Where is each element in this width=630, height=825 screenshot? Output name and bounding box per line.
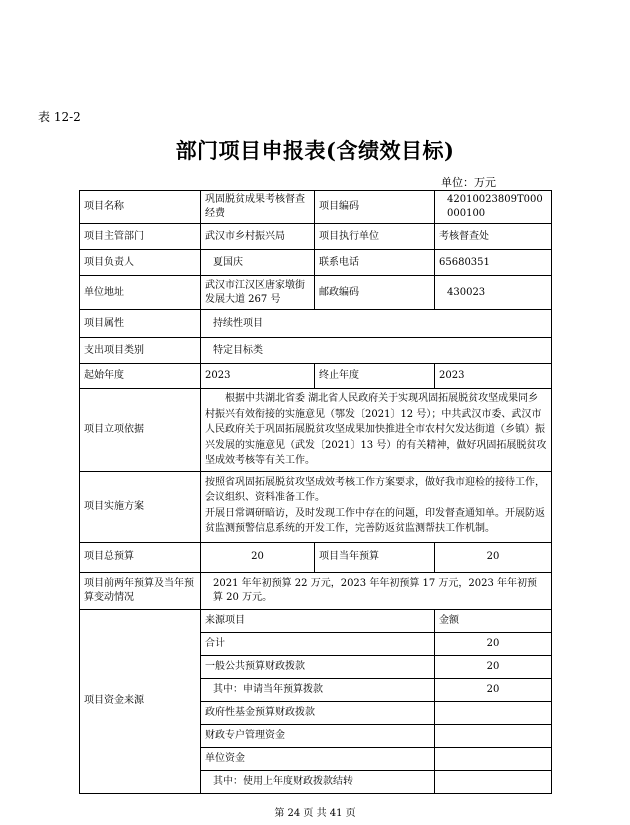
- category-label: 支出项目类别: [80, 338, 201, 364]
- executing-unit-label: 项目执行单位: [315, 224, 435, 250]
- funding-amount: 20: [435, 655, 552, 678]
- current-budget-value: 20: [435, 542, 552, 572]
- project-name-label: 项目名称: [80, 191, 201, 224]
- funding-amount: 20: [435, 678, 552, 701]
- funding-amount: [435, 701, 552, 724]
- funding-header-amount: 金额: [435, 609, 552, 632]
- address-label: 单位地址: [80, 276, 201, 310]
- executing-unit-value: 考核督查处: [435, 224, 552, 250]
- total-budget-value: 20: [201, 542, 315, 572]
- project-declaration-table: [79, 190, 552, 794]
- table-row: [80, 310, 552, 338]
- table-row: [80, 389, 552, 472]
- plan-text: [201, 471, 552, 542]
- unit-label: 单位：万元: [441, 176, 496, 189]
- funding-label: 项目资金来源: [80, 609, 201, 793]
- funding-amount: 20: [435, 632, 552, 655]
- phone-label: 联系电话: [315, 250, 435, 276]
- start-year-value: 2023: [201, 364, 315, 389]
- supervising-dept-value: 武汉市乡村振兴局: [201, 224, 315, 250]
- category-value: 特定目标类: [201, 338, 552, 364]
- project-code-label: 项目编码: [315, 191, 435, 224]
- project-code-value: 42010023809T000000100: [435, 191, 552, 224]
- total-budget-label: 项目总预算: [80, 542, 201, 572]
- page-footer: 第 24 页 共 41 页: [274, 808, 356, 819]
- phone-value: 65680351: [435, 250, 552, 276]
- history-label: 项目前两年预算及当年预算变动情况: [80, 572, 201, 609]
- supervising-dept-label: 项目主管部门: [80, 224, 201, 250]
- funding-source: 其中：使用上年度财政拨款结转: [201, 770, 435, 793]
- table-row: [80, 471, 552, 542]
- attribute-value: 持续性项目: [201, 310, 552, 338]
- table-row: [80, 338, 552, 364]
- end-year-value: 2023: [435, 364, 552, 389]
- plan-label: 项目实施方案: [80, 471, 201, 542]
- table-row: [80, 364, 552, 389]
- funding-source: 其中：申请当年预算拨款: [201, 678, 435, 701]
- page-title: 部门项目申报表(含绩效目标): [175, 138, 455, 163]
- table-number: 表 12-2: [38, 110, 81, 124]
- funding-source: 一般公共预算财政拨款: [201, 655, 435, 678]
- responsible-label: 项目负责人: [80, 250, 201, 276]
- postcode-value: 430023: [435, 276, 552, 310]
- address-value: 武汉市江汉区唐家墩街发展大道 267 号: [201, 276, 315, 310]
- funding-amount: [435, 770, 552, 793]
- start-year-label: 起始年度: [80, 364, 201, 389]
- table-row: [80, 572, 552, 609]
- plan-paragraph: 按照省巩固拓展脱贫攻坚成效考核工作方案要求，做好我市迎检的接待工作，会议组织、资料准备工作。: [205, 476, 545, 503]
- plan-paragraph: 开展日常调研暗访，及时发现工作中存在的问题，印发督查通知单。开展防返贫监测预警信息系统的开发工作，完善防返贫监测帮扶工作机制。: [205, 507, 545, 534]
- history-text: 2021 年年初预算 22 万元，2023 年年初预算 17 万元，2023 年年初预算 20 万元。: [201, 572, 552, 609]
- table-row: [80, 609, 552, 632]
- table-row: [80, 276, 552, 310]
- table-row: [80, 542, 552, 572]
- funding-amount: [435, 724, 552, 747]
- attribute-label: 项目属性: [80, 310, 201, 338]
- table-row: [80, 224, 552, 250]
- project-name-value: 巩固脱贫成果考核督查经费: [201, 191, 315, 224]
- table-row: [80, 250, 552, 276]
- funding-header-source: 来源项目: [201, 609, 435, 632]
- funding-source: 单位资金: [201, 747, 435, 770]
- end-year-label: 终止年度: [315, 364, 435, 389]
- funding-source: 政府性基金预算财政拨款: [201, 701, 435, 724]
- funding-source: 合计: [201, 632, 435, 655]
- responsible-value: 夏国庆: [201, 250, 315, 276]
- current-budget-label: 项目当年预算: [315, 542, 435, 572]
- table-row: [80, 191, 552, 224]
- funding-source: 财政专户管理资金: [201, 724, 435, 747]
- basis-text: 根据中共湖北省委 湖北省人民政府关于实现巩固拓展脱贫攻坚成果同乡村振兴有效衔接的实施意见（鄂发〔2021〕12 号）；中共武汉市委、武汉市人民政府关于巩固拓展脱贫攻坚成果加快推进全市农村欠发达街道（乡镇）振兴发展的实施意见（武发〔2021〕13 号）的有关精神，做好巩固拓展脱贫攻坚成效考核等有关工作。: [201, 389, 552, 472]
- postcode-label: 邮政编码: [315, 276, 435, 310]
- basis-label: 项目立项依据: [80, 389, 201, 472]
- funding-amount: [435, 747, 552, 770]
